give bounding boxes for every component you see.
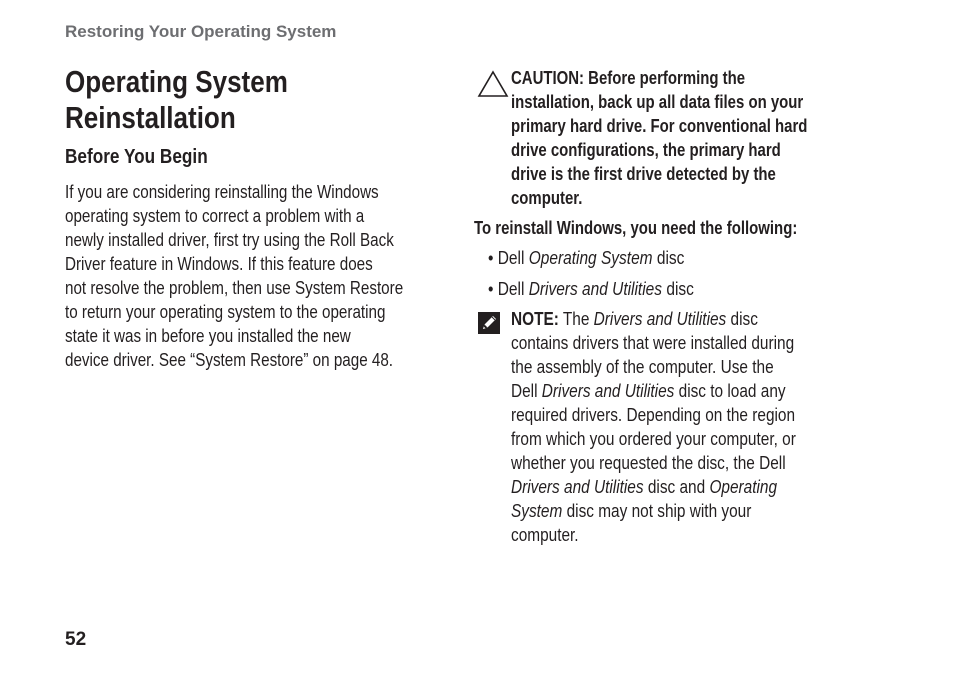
caution-line: installation, back up all data files on your (511, 92, 804, 112)
list-item-prefix: • Dell (488, 248, 529, 268)
paragraph-line: newly installed driver, first try using the Roll Back (65, 230, 394, 250)
note-text-run: disc (726, 309, 758, 329)
note-line (511, 499, 796, 523)
caution-triangle-icon (477, 70, 509, 98)
list-item-prefix: • Dell (488, 279, 529, 299)
note-italic-run: Drivers and Utilities (593, 309, 727, 329)
requirements-intro: To reinstall Windows, you need the following: (474, 218, 798, 238)
note-line: the assembly of the computer. Use the (511, 357, 774, 377)
list-item-suffix: disc (652, 248, 685, 268)
note-line: computer. (511, 525, 579, 545)
note-line: whether you requested the disc, the Dell (511, 453, 786, 473)
list-item (488, 246, 684, 270)
caution-line: drive configurations, the primary hard (511, 140, 781, 160)
paragraph-line: Driver feature in Windows. If this feature does (65, 254, 373, 274)
list-item-name: Operating System (528, 248, 653, 268)
page-number: 52 (65, 629, 87, 650)
paragraph-line: device driver. See “System Restore” on page 48. (65, 350, 394, 370)
paragraph-line: state it was in before you installed the new (65, 326, 351, 346)
note-italic-run: Drivers and Utilities (511, 477, 644, 497)
note-text-run: The (558, 309, 594, 329)
note-line: from which you ordered your computer, or (511, 429, 796, 449)
note-text-run: Dell (511, 381, 542, 401)
note-label: NOTE: (511, 309, 559, 329)
note-line (511, 307, 796, 331)
list-item-suffix: disc (662, 279, 694, 299)
note-text-run: disc may not ship with your (562, 501, 752, 521)
note-italic-run: Drivers and Utilities (541, 381, 675, 401)
page-title-line-1: Operating System (65, 64, 288, 99)
note-pencil-icon (478, 312, 500, 334)
paragraph-line: to return your operating system to the operating (65, 302, 386, 322)
note-text-run: disc and (643, 477, 710, 497)
list-item (488, 277, 694, 301)
note-italic-run: Operating (709, 477, 778, 497)
caution-line: CAUTION: Before performing the (511, 68, 746, 88)
page-title-line-2: Reinstallation (65, 100, 236, 135)
note-text-run: disc to load any (674, 381, 786, 401)
paragraph-line: operating system to correct a problem with a (65, 206, 365, 226)
caution-block (511, 66, 807, 210)
running-head: Restoring Your Operating System (65, 22, 337, 41)
paragraph-line: If you are considering reinstalling the Windows (65, 182, 379, 202)
caution-line: drive is the first drive detected by the (511, 164, 776, 184)
before-you-begin-paragraph (65, 180, 447, 372)
note-line: contains drivers that were installed during (511, 333, 795, 353)
section-heading-before-you-begin: Before You Begin (65, 146, 208, 168)
note-line (511, 475, 796, 499)
list-item-name: Drivers and Utilities (528, 279, 663, 299)
note-italic-run: System (511, 501, 563, 521)
page-title (65, 64, 418, 136)
note-line (511, 379, 796, 403)
note-line: required drivers. Depending on the region (511, 405, 796, 425)
caution-line: computer. (511, 188, 583, 208)
paragraph-line: not resolve the problem, then use System Restore (65, 278, 404, 298)
caution-line: primary hard drive. For conventional hard (511, 116, 808, 136)
note-block (511, 307, 796, 547)
